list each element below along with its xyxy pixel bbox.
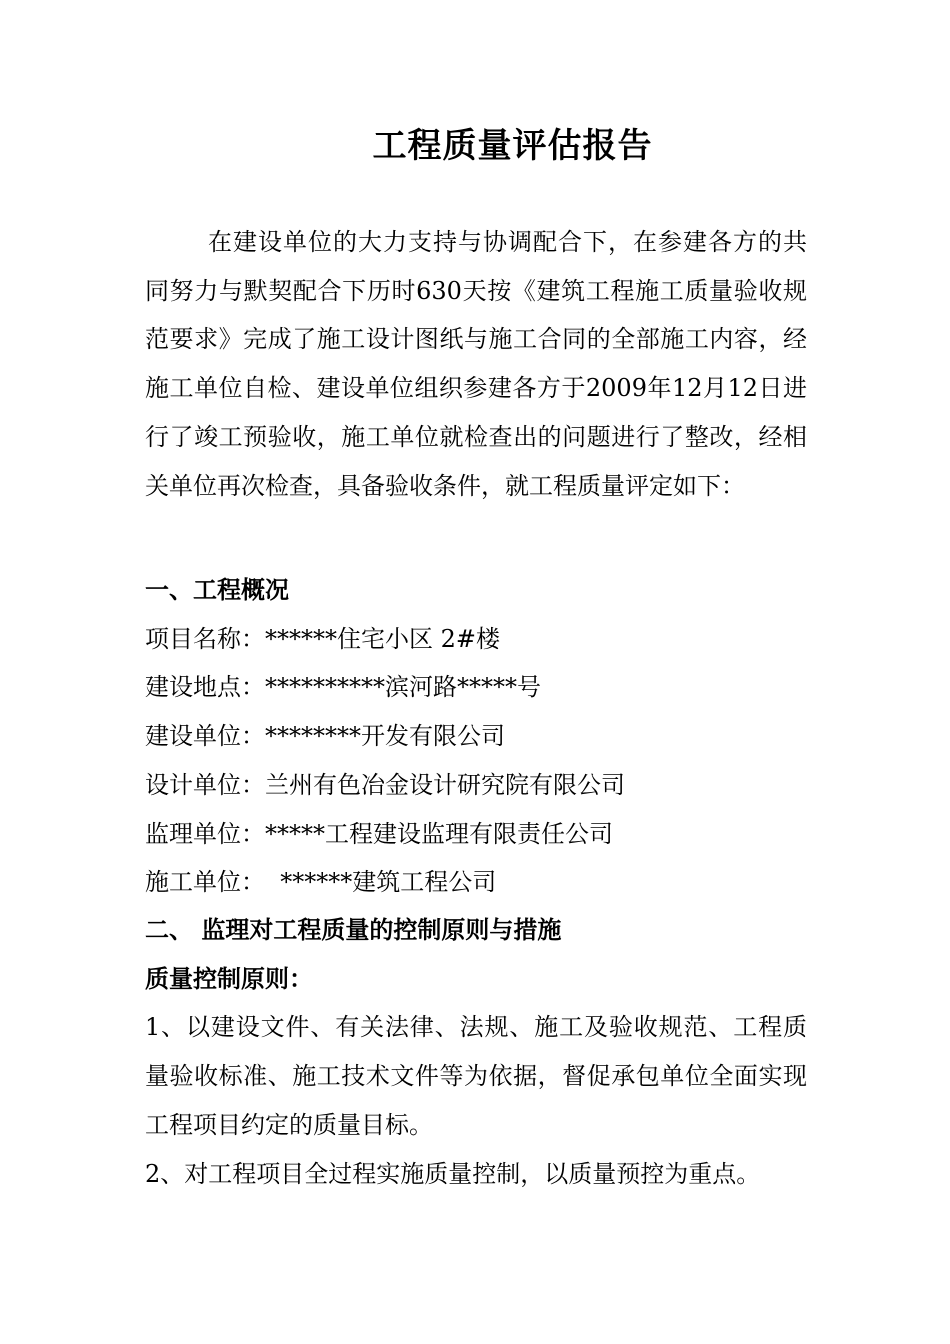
- principle-item-2: 2、对工程项目全过程实施质量控制，以质量预控为重点。: [145, 1159, 761, 1188]
- construction-unit-line: 施工单位： ******建筑工程公司: [145, 868, 497, 897]
- section-heading-quality-control: 二、 监理对工程质量的控制原则与措施: [145, 915, 562, 944]
- intro-paragraph: 在建设单位的大力支持与协调配合下，在参建各方的共同努力与默契配合下历时630天按《建筑工程施工质量验收规范要求》完成了施工设计图纸与施工合同的全部施工内容，经施工单位自检、建设单位组织参建各方于2009年12月12日进行了竣工预验收，施工单位就检查出的问题进行了整改，经相关单位再次检查，具备验收条件，就工程质量评定如下：: [145, 228, 807, 500]
- project-name-line: 项目名称：******住宅小区 2#楼: [145, 624, 501, 653]
- section-quality-control: [145, 906, 810, 1198]
- document-title: 工程质量评估报告: [372, 126, 653, 166]
- project-location-line: 建设地点：**********滨河路*****号: [145, 673, 541, 702]
- section-heading-overview: 一、工程概况: [145, 575, 289, 604]
- quality-principles-subheading: 质量控制原则：: [145, 963, 313, 993]
- supervision-unit-line: 监理单位：*****工程建设监理有限责任公司: [145, 819, 613, 848]
- owner-unit-line: 建设单位：********开发有限公司: [145, 722, 505, 751]
- design-unit-line: 设计单位：兰州有色冶金设计研究院有限公司: [145, 770, 625, 799]
- section-overview: [145, 566, 810, 907]
- principle-item-1: 1、以建设文件、有关法律、法规、施工及验收规范、工程质量验收标准、施工技术文件等为依据，督促承包单位全面实现工程项目约定的质量目标。: [145, 1013, 807, 1139]
